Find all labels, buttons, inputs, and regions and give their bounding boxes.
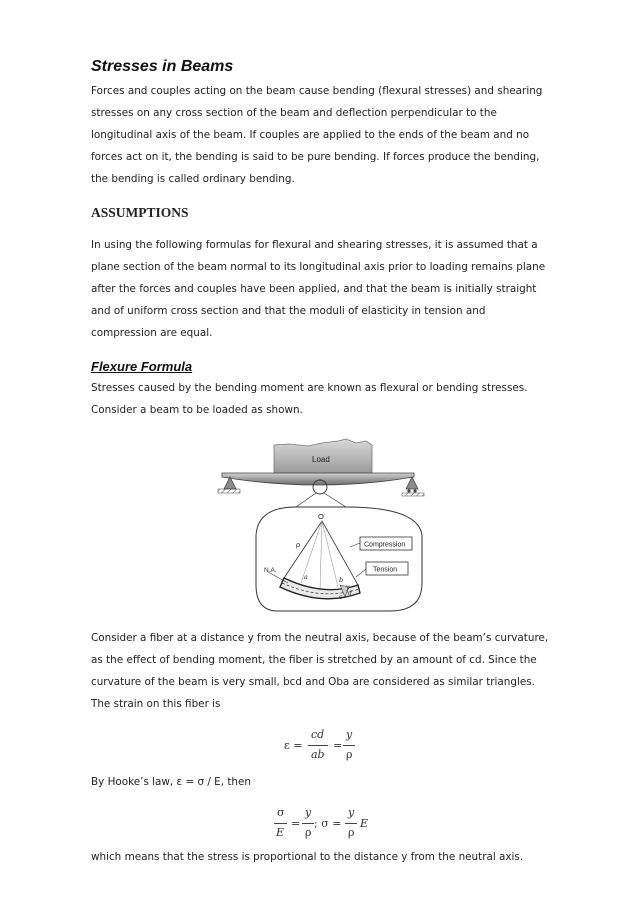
intro-line: the bending is called ordinary bending. — [91, 173, 295, 185]
stress-num1: σ — [277, 806, 285, 819]
assumptions-line: compression are equal. — [91, 327, 213, 339]
y-label: y — [346, 584, 350, 591]
strain-equation — [284, 728, 364, 768]
point-b-label: b — [339, 576, 344, 584]
radius-label: ρ — [296, 541, 301, 549]
assumptions-line: and of uniform cross section and that the moduli of elasticity in tension and — [91, 305, 486, 317]
strain-den2: ρ — [346, 748, 353, 761]
hooke-paragraph — [91, 771, 561, 793]
intro-paragraph — [91, 80, 561, 190]
point-a-label: a — [304, 573, 308, 581]
load-label: Load — [312, 455, 330, 464]
fiber-line: as the effect of bending moment, the fiber is stretched by an amount of cd. Since the — [91, 654, 537, 666]
point-c-label: c — [339, 594, 343, 601]
compression-label: Compression — [364, 541, 406, 549]
intro-line: longitudinal axis of the beam. If couples are applied to the ends of the beam and no — [91, 129, 530, 141]
strain-num1: cd — [311, 728, 325, 741]
intro-line: forces act on it, the bending is said to be pure bending. If forces produce the bending, — [91, 151, 540, 163]
assumptions-heading: ASSUMPTIONS — [91, 205, 189, 220]
assumptions-line: plane section of the beam normal to its longitudinal axis prior to loading remains plane — [91, 261, 546, 273]
tension-label: Tension — [373, 566, 398, 574]
beam — [222, 473, 414, 485]
center-label: O — [318, 512, 324, 521]
hooke-line: By Hooke’s law, ε = σ / E, then — [91, 776, 251, 788]
flexure-line: Consider a beam to be loaded as shown. — [91, 404, 303, 416]
intro-line: stresses on any cross section of the beam and deflection perpendicular to the — [91, 107, 497, 119]
flexure-line: Stresses caused by the bending moment are known as flexural or bending stresses. — [91, 382, 528, 394]
assumptions-line: In using the following formulas for flexural and shearing stresses, it is assumed that a — [91, 239, 538, 251]
intro-line: Forces and couples acting on the beam cause bending (flexural stresses) and shearing — [91, 85, 543, 97]
stress-den3: ρ — [348, 826, 355, 839]
na-label: N.A. — [264, 567, 277, 574]
assumptions-line: after the forces and couples have been applied, and that the beam is initially straight — [91, 283, 537, 295]
strain-den1: ab — [311, 748, 325, 761]
stress-den2: ρ — [305, 826, 312, 839]
fiber-line: Consider a fiber at a distance y from the neutral axis, because of the beam’s curvature, — [91, 632, 549, 644]
flexure-heading: Flexure Formula — [91, 359, 193, 374]
flexure-paragraph — [91, 377, 561, 421]
page-title: Stresses in Beams — [91, 58, 234, 75]
stress-den1: E — [276, 826, 285, 839]
fiber-paragraph — [91, 627, 561, 715]
stress-num2: y — [305, 806, 312, 819]
strain-num2: y — [346, 728, 353, 741]
conclusion-paragraph — [91, 846, 561, 868]
stress-sep: ; σ = — [314, 817, 342, 830]
conclusion-line: which means that the stress is proportional to the distance y from the neutral axis. — [91, 851, 524, 863]
fiber-line: curvature of the beam is very small, bcd and Oba are considered as similar triangles. — [91, 676, 535, 688]
fiber-line: The strain on this fiber is — [91, 698, 221, 710]
beam-bending-figure — [200, 435, 436, 613]
stress-tail: E — [360, 817, 369, 830]
stress-num3: y — [348, 806, 355, 819]
stress-eq1: = — [291, 817, 301, 830]
point-d-label: d — [348, 590, 352, 597]
assumptions-paragraph — [91, 234, 561, 344]
right-support — [402, 477, 424, 496]
stress-equation — [274, 806, 374, 846]
strain-eq: = — [333, 739, 343, 752]
strain-lhs: ε = — [284, 739, 303, 752]
